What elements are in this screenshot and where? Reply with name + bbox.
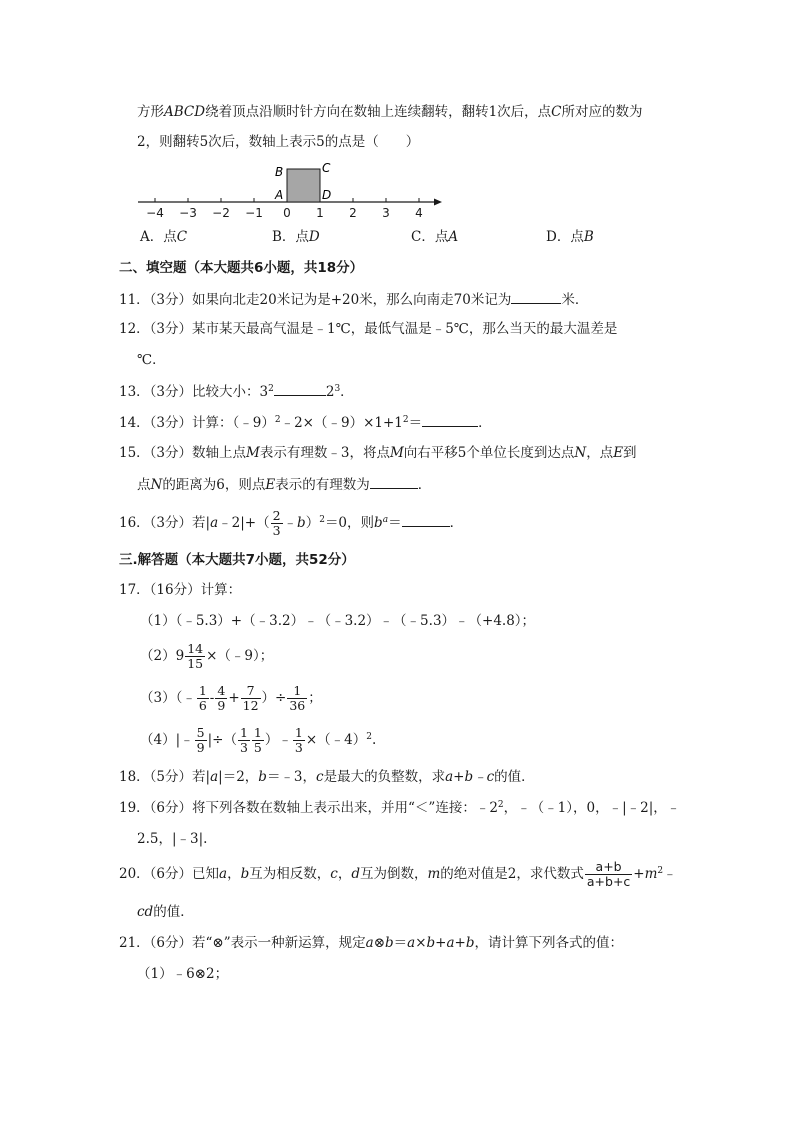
denominator: 12: [242, 698, 259, 713]
tick-label: 0: [283, 206, 291, 220]
text: 表示有理数﹣3，将点: [259, 445, 390, 461]
text: ，﹣（﹣1），0，﹣|﹣2|，﹣: [503, 800, 681, 816]
text: （2）9: [140, 648, 185, 664]
text: 20．（6分）已知: [119, 866, 220, 882]
question-19-line1: [119, 800, 680, 816]
exponent: 3: [334, 384, 341, 394]
exponent: 2: [402, 415, 409, 425]
question-15-line2: [137, 476, 431, 493]
numerator: 1: [287, 684, 307, 699]
numerator: a+b: [585, 860, 632, 875]
text: 向右平移5个单位长度到达点: [403, 445, 575, 461]
denominator: 3: [294, 740, 303, 755]
numerator: 2: [272, 508, 281, 523]
numerator: 1: [198, 683, 207, 698]
text: ）﹣: [264, 732, 292, 748]
label-a: A: [275, 188, 284, 202]
option-value: B: [583, 229, 594, 245]
var: b: [258, 769, 267, 785]
tick-label: 3: [382, 206, 390, 220]
question-19-line2: 2.5，|﹣3|.: [137, 831, 208, 847]
text: ﹣: [663, 866, 677, 882]
text: ）: [305, 515, 320, 531]
question-16: [119, 507, 463, 539]
text: ﹣2×（﹣9）×1+1: [280, 415, 403, 431]
text: ，: [337, 866, 352, 882]
text: 11．（3分）如果向北走20米记为是+20米，那么向南走70米记为: [119, 292, 512, 308]
tick-label: 4: [415, 206, 423, 220]
question-12-line1: 12．（3分）某市某天最高气温是﹣1℃，最低气温是﹣5℃，那么当天的最大温差是: [119, 321, 618, 337]
option-value: A: [448, 229, 459, 245]
question-21-part1: （1）﹣6⊗2；: [137, 966, 229, 982]
number-line-figure: [130, 158, 450, 222]
square-abcd: [287, 169, 320, 202]
q10-line1: [137, 104, 643, 120]
answer-blank: [422, 414, 478, 427]
answer-blank: [370, 476, 418, 489]
option-letter: A．点: [140, 229, 177, 245]
text: 到: [623, 445, 637, 461]
text: 的值．: [494, 769, 535, 785]
option-letter: C．点: [411, 229, 449, 245]
text: ．: [340, 384, 354, 400]
tick-label: −1: [245, 206, 263, 220]
denominator: 9: [217, 698, 226, 713]
option-value: D: [308, 229, 320, 245]
fraction: [293, 726, 305, 755]
text: ；: [308, 690, 322, 706]
text: ×（﹣9）；: [206, 648, 274, 664]
var: ABCD: [164, 104, 206, 120]
question-17-part4: [140, 724, 376, 756]
fraction: [252, 726, 264, 755]
text: ＝0，则: [324, 515, 375, 531]
exponent: 2: [268, 384, 274, 394]
question-18: [119, 769, 535, 785]
question-17-part2: [140, 640, 273, 672]
q10-option-c: [411, 229, 458, 245]
fraction: [287, 684, 307, 713]
fraction: [271, 509, 283, 538]
text: |÷（: [207, 732, 237, 748]
text: 互为倒数，: [359, 866, 428, 882]
answer-blank: [274, 383, 326, 396]
text: ，请计算下列各式的值：: [474, 935, 623, 951]
text: ．: [449, 515, 464, 531]
axis-arrow: [434, 199, 442, 206]
denominator: 5: [253, 740, 262, 755]
label-c: C: [322, 161, 331, 175]
var: M: [389, 445, 404, 461]
text: ×（﹣4）: [305, 732, 367, 748]
answer-blank: [402, 514, 450, 527]
fraction: [195, 726, 207, 755]
text: 的绝对值是2，求代数式: [440, 866, 584, 882]
q10-line2: 2，则翻转5次后，数轴上表示5的点是（ ）: [137, 134, 420, 150]
numerator: 4: [217, 683, 226, 698]
numerator: 7: [241, 684, 261, 699]
question-12-line2: ℃．: [137, 352, 166, 368]
numerator: 1: [253, 725, 262, 740]
var: N: [150, 477, 163, 493]
text: ﹣2|+（: [218, 515, 270, 531]
denominator: 6: [198, 698, 207, 713]
option-letter: B．点: [272, 229, 309, 245]
text: 绕着顶点沿顺时针方向在数轴上连续翻转，翻转1次后，点: [205, 104, 552, 120]
tick-label: −3: [179, 206, 197, 220]
tick-label: −4: [146, 206, 164, 220]
var: a: [210, 769, 219, 785]
var: C: [551, 104, 562, 120]
text: 的值．: [153, 904, 194, 920]
text: 方形: [137, 104, 164, 120]
text: 2: [325, 384, 335, 400]
denominator: 15: [187, 656, 204, 671]
text: |＝2，: [218, 769, 259, 785]
fraction: [197, 684, 209, 713]
var: c: [330, 866, 338, 882]
text: 18．（5分）若|: [119, 769, 211, 785]
text: ＝: [408, 415, 423, 431]
text: （3）（﹣: [140, 690, 196, 706]
fraction: [185, 642, 205, 671]
denominator: a+b+c: [586, 874, 631, 889]
tick-label: 2: [349, 206, 357, 220]
var: E: [265, 477, 276, 493]
var: c: [316, 769, 324, 785]
exponent: 2: [274, 415, 281, 425]
section-2-heading: 二、填空题（本大题共6小题，共18分）: [119, 260, 364, 276]
var: b: [240, 866, 250, 882]
numerator: 1: [294, 725, 303, 740]
text: 13．（3分）比较大小：3: [119, 384, 269, 400]
tick-label: −2: [212, 206, 230, 220]
var: b: [374, 515, 383, 531]
expression: a+b﹣c: [445, 769, 495, 785]
text: +: [633, 866, 645, 882]
text: 的距离为6，则点: [162, 477, 266, 493]
exponent: a: [382, 515, 389, 525]
expression: a×b+a+b: [407, 935, 475, 951]
fraction: [215, 684, 227, 713]
question-21: [119, 935, 623, 951]
text: ．: [417, 477, 432, 493]
text: 19．（6分）将下列各数在数轴上表示出来，并用“＜”连接：﹣2: [119, 800, 498, 816]
text: 21．（6分）若“⊗”表示一种新运算，规定: [119, 935, 366, 951]
fraction: [241, 684, 261, 713]
numerator: 1: [239, 725, 248, 740]
question-20-line2: [137, 904, 194, 920]
text: 16．（3分）若|: [119, 515, 211, 531]
var: m: [427, 866, 441, 882]
text: ﹣: [283, 515, 298, 531]
exponent: 2: [497, 800, 504, 810]
question-17-part3: [140, 682, 322, 714]
text: 点: [137, 477, 151, 493]
numerator: 14: [187, 641, 204, 656]
var: m: [644, 866, 658, 882]
option-value: C: [176, 229, 188, 245]
var: d: [351, 866, 360, 882]
label-b: B: [275, 165, 284, 179]
expression: cd: [137, 904, 154, 920]
text: ．: [478, 415, 492, 431]
answer-blank: [511, 291, 561, 304]
text: .: [371, 732, 377, 748]
text: ＝﹣3，: [266, 769, 317, 785]
var: b: [297, 515, 306, 531]
expression: a⊗b: [365, 935, 394, 951]
question-20-line1: [119, 858, 677, 890]
text: 表示的有理数为: [275, 477, 370, 493]
denominator: 9: [196, 740, 205, 755]
question-13: [119, 383, 354, 400]
numerator: 5: [196, 725, 205, 740]
text: ＝: [388, 515, 402, 531]
text: ）÷: [261, 690, 287, 706]
question-14: [119, 414, 492, 431]
q10-option-b: [272, 229, 320, 245]
q10-option-a: [140, 229, 187, 245]
var: E: [613, 445, 624, 461]
exponent: 2: [366, 732, 372, 742]
question-11: [119, 291, 588, 308]
option-letter: D．点: [546, 229, 584, 245]
var: N: [574, 445, 587, 461]
text: 互为相反数，: [249, 866, 331, 882]
section-3-heading: 三.解答题（本大题共7小题，共52分）: [119, 552, 355, 568]
label-d: D: [322, 188, 332, 202]
text: 米．: [561, 292, 589, 308]
denominator: 3: [272, 523, 281, 538]
text: 所对应的数为: [561, 104, 643, 120]
text: 14．（3分）计算：（﹣9）: [119, 415, 275, 431]
fraction: [238, 726, 250, 755]
question-17-part1: （1）（﹣5.3）+（﹣3.2）﹣（﹣3.2）﹣（﹣5.3）﹣（+4.8）；: [140, 613, 536, 629]
text: ，点: [586, 445, 614, 461]
text: ，: [227, 866, 241, 882]
var: M: [246, 445, 260, 461]
denominator: 3: [239, 740, 248, 755]
denominator: 36: [289, 698, 306, 713]
text: -: [209, 690, 215, 706]
var: a: [210, 515, 219, 531]
text: 15．（3分）数轴上点: [119, 445, 247, 461]
q10-option-d: [546, 229, 594, 245]
question-17-title: 17．（16分）计算：: [119, 582, 242, 598]
exponent: 2: [319, 515, 325, 525]
question-15-line1: [119, 445, 637, 461]
var: a: [219, 866, 228, 882]
text: （4）|﹣: [140, 732, 194, 748]
fraction: [585, 860, 632, 889]
text: 是最大的负整数，求: [323, 769, 446, 785]
text: ＝: [393, 935, 408, 951]
exponent: 2: [657, 866, 664, 876]
text: +: [228, 690, 240, 706]
tick-label: 1: [316, 206, 324, 220]
